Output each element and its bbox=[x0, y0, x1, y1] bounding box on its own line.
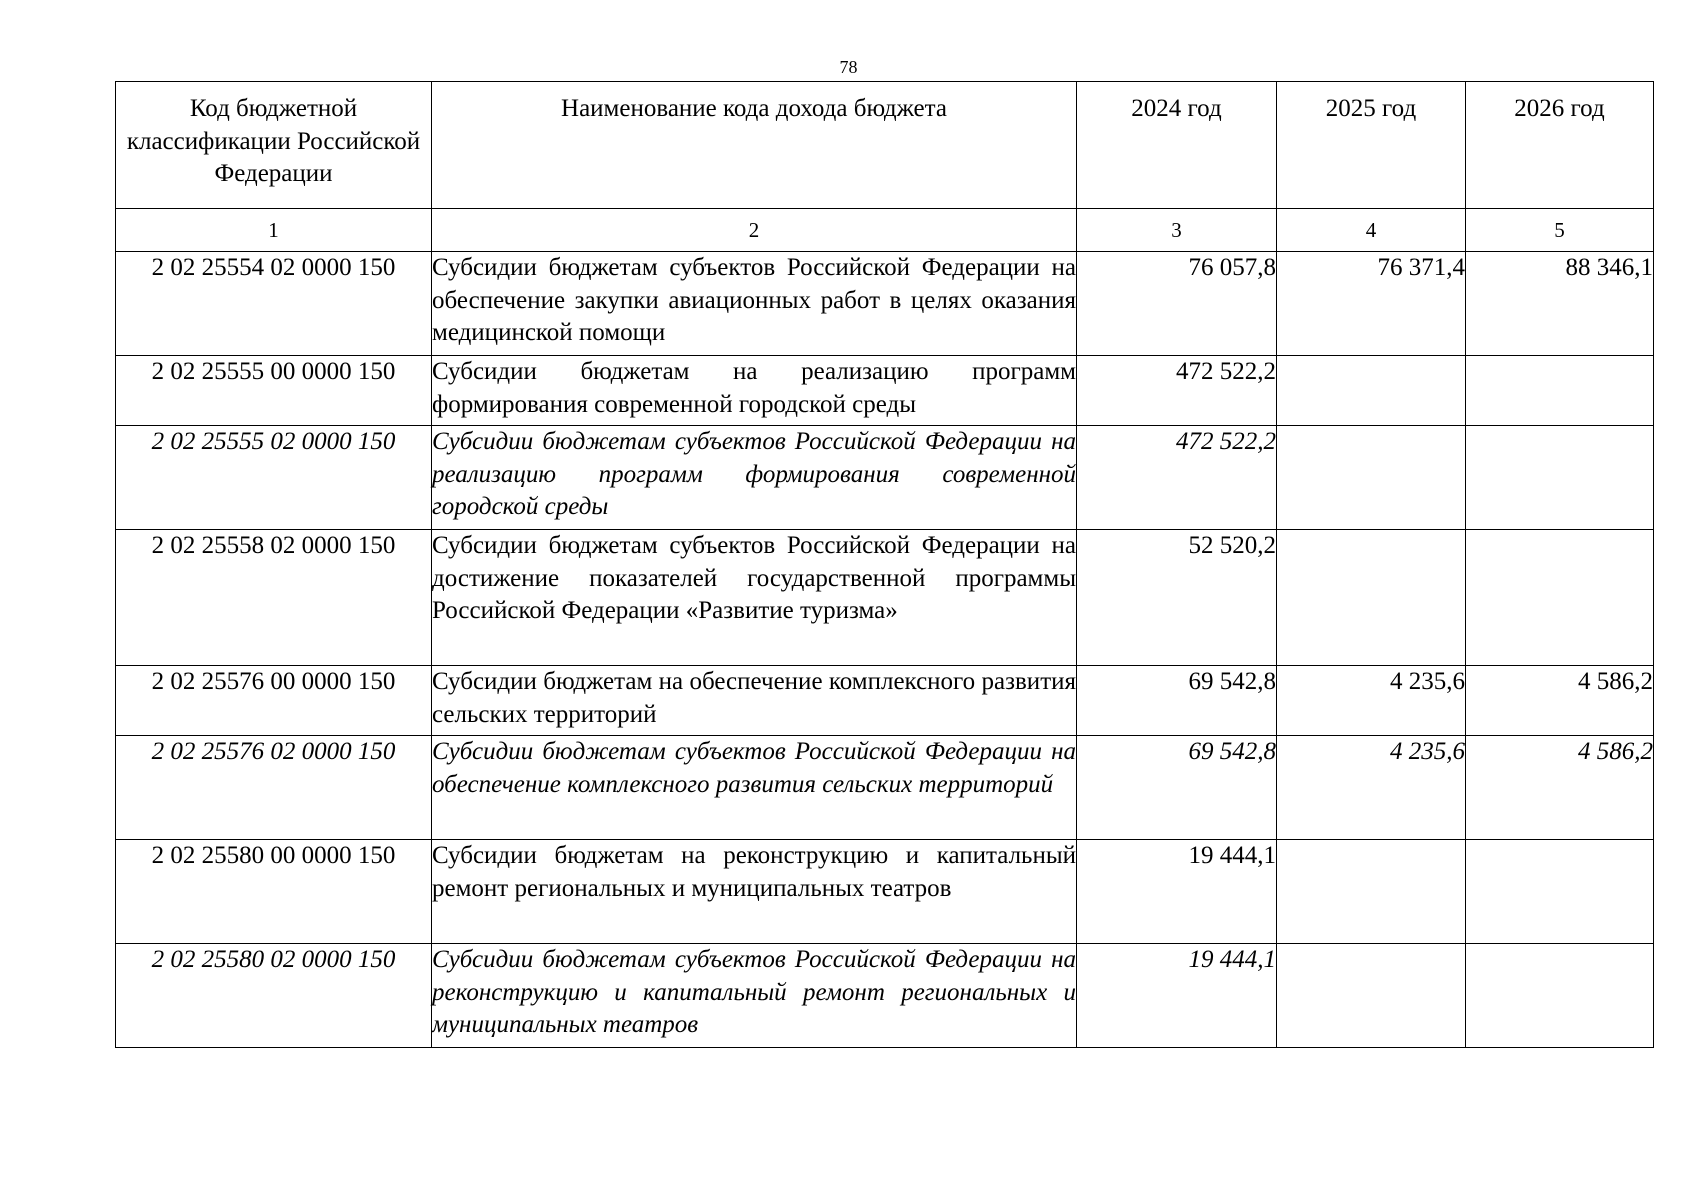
revenue-name-cell: Субсидии бюджетам субъектов Российской Федерации на реализацию программ формирования современной городской среды bbox=[432, 426, 1077, 530]
amount-2025-cell bbox=[1277, 356, 1466, 426]
header-year-2026: 2026 год bbox=[1466, 82, 1654, 209]
budget-code-cell: 2 02 25576 00 0000 150 bbox=[116, 666, 432, 736]
table-row bbox=[116, 356, 1654, 426]
amount-2024-cell: 76 057,8 bbox=[1077, 252, 1277, 356]
column-number: 1 bbox=[116, 209, 432, 252]
amount-2026-cell bbox=[1466, 426, 1654, 530]
budget-code-cell: 2 02 25555 00 0000 150 bbox=[116, 356, 432, 426]
amount-2026-cell bbox=[1466, 944, 1654, 1048]
column-number: 5 bbox=[1466, 209, 1654, 252]
budget-code-cell: 2 02 25554 02 0000 150 bbox=[116, 252, 432, 356]
column-number: 2 bbox=[432, 209, 1077, 252]
amount-2024-cell: 19 444,1 bbox=[1077, 944, 1277, 1048]
amount-2024-cell: 19 444,1 bbox=[1077, 840, 1277, 944]
table-row bbox=[116, 530, 1654, 666]
amount-2025-cell bbox=[1277, 426, 1466, 530]
amount-2024-cell: 472 522,2 bbox=[1077, 426, 1277, 530]
amount-2026-cell bbox=[1466, 530, 1654, 666]
amount-2026-cell: 88 346,1 bbox=[1466, 252, 1654, 356]
header-year-2025: 2025 год bbox=[1277, 82, 1466, 209]
table-header-row bbox=[116, 82, 1654, 209]
header-year-2024: 2024 год bbox=[1077, 82, 1277, 209]
amount-2024-cell: 472 522,2 bbox=[1077, 356, 1277, 426]
amount-2025-cell: 76 371,4 bbox=[1277, 252, 1466, 356]
revenue-name-cell: Субсидии бюджетам на реконструкцию и капитальный ремонт региональных и муниципальных театров bbox=[432, 840, 1077, 944]
amount-2026-cell bbox=[1466, 356, 1654, 426]
amount-2025-cell: 4 235,6 bbox=[1277, 666, 1466, 736]
revenue-name-cell: Субсидии бюджетам на реализацию программ формирования современной городской среды bbox=[432, 356, 1077, 426]
budget-code-cell: 2 02 25558 02 0000 150 bbox=[116, 530, 432, 666]
budget-code-cell: 2 02 25576 02 0000 150 bbox=[116, 736, 432, 840]
amount-2025-cell bbox=[1277, 530, 1466, 666]
amount-2024-cell: 52 520,2 bbox=[1077, 530, 1277, 666]
header-budget-code: Код бюджетной классификации Российской Федерации bbox=[116, 82, 432, 209]
header-revenue-name: Наименование кода дохода бюджета bbox=[432, 82, 1077, 209]
budget-code-cell: 2 02 25580 02 0000 150 bbox=[116, 944, 432, 1048]
revenue-name-cell: Субсидии бюджетам субъектов Российской Федерации на реконструкцию и капитальный ремонт региональных и муниципальных театров bbox=[432, 944, 1077, 1048]
amount-2024-cell: 69 542,8 bbox=[1077, 736, 1277, 840]
amount-2025-cell bbox=[1277, 944, 1466, 1048]
amount-2025-cell bbox=[1277, 840, 1466, 944]
budget-revenue-table bbox=[115, 81, 1654, 1048]
revenue-name-cell: Субсидии бюджетам субъектов Российской Федерации на обеспечение комплексного развития сельских территорий bbox=[432, 736, 1077, 840]
page-number: 78 bbox=[839, 57, 858, 77]
amount-2024-cell: 69 542,8 bbox=[1077, 666, 1277, 736]
column-number: 4 bbox=[1277, 209, 1466, 252]
amount-2026-cell: 4 586,2 bbox=[1466, 666, 1654, 736]
revenue-name-cell: Субсидии бюджетам на обеспечение комплексного развития сельских территорий bbox=[432, 666, 1077, 736]
column-number: 3 bbox=[1077, 209, 1277, 252]
revenue-name-cell: Субсидии бюджетам субъектов Российской Федерации на достижение показателей государственной программы Российской Федерации «Развитие туризма» bbox=[432, 530, 1077, 666]
column-number-row bbox=[116, 209, 1654, 252]
amount-2026-cell: 4 586,2 bbox=[1466, 736, 1654, 840]
budget-code-cell: 2 02 25555 02 0000 150 bbox=[116, 426, 432, 530]
amount-2026-cell bbox=[1466, 840, 1654, 944]
table-row bbox=[116, 252, 1654, 356]
revenue-name-cell: Субсидии бюджетам субъектов Российской Федерации на обеспечение закупки авиационных работ в целях оказания медицинской помощи bbox=[432, 252, 1077, 356]
table-row bbox=[116, 426, 1654, 530]
table-row bbox=[116, 666, 1654, 736]
budget-code-cell: 2 02 25580 00 0000 150 bbox=[116, 840, 432, 944]
table-row bbox=[116, 840, 1654, 944]
table-row bbox=[116, 944, 1654, 1048]
table-row bbox=[116, 736, 1654, 840]
amount-2025-cell: 4 235,6 bbox=[1277, 736, 1466, 840]
